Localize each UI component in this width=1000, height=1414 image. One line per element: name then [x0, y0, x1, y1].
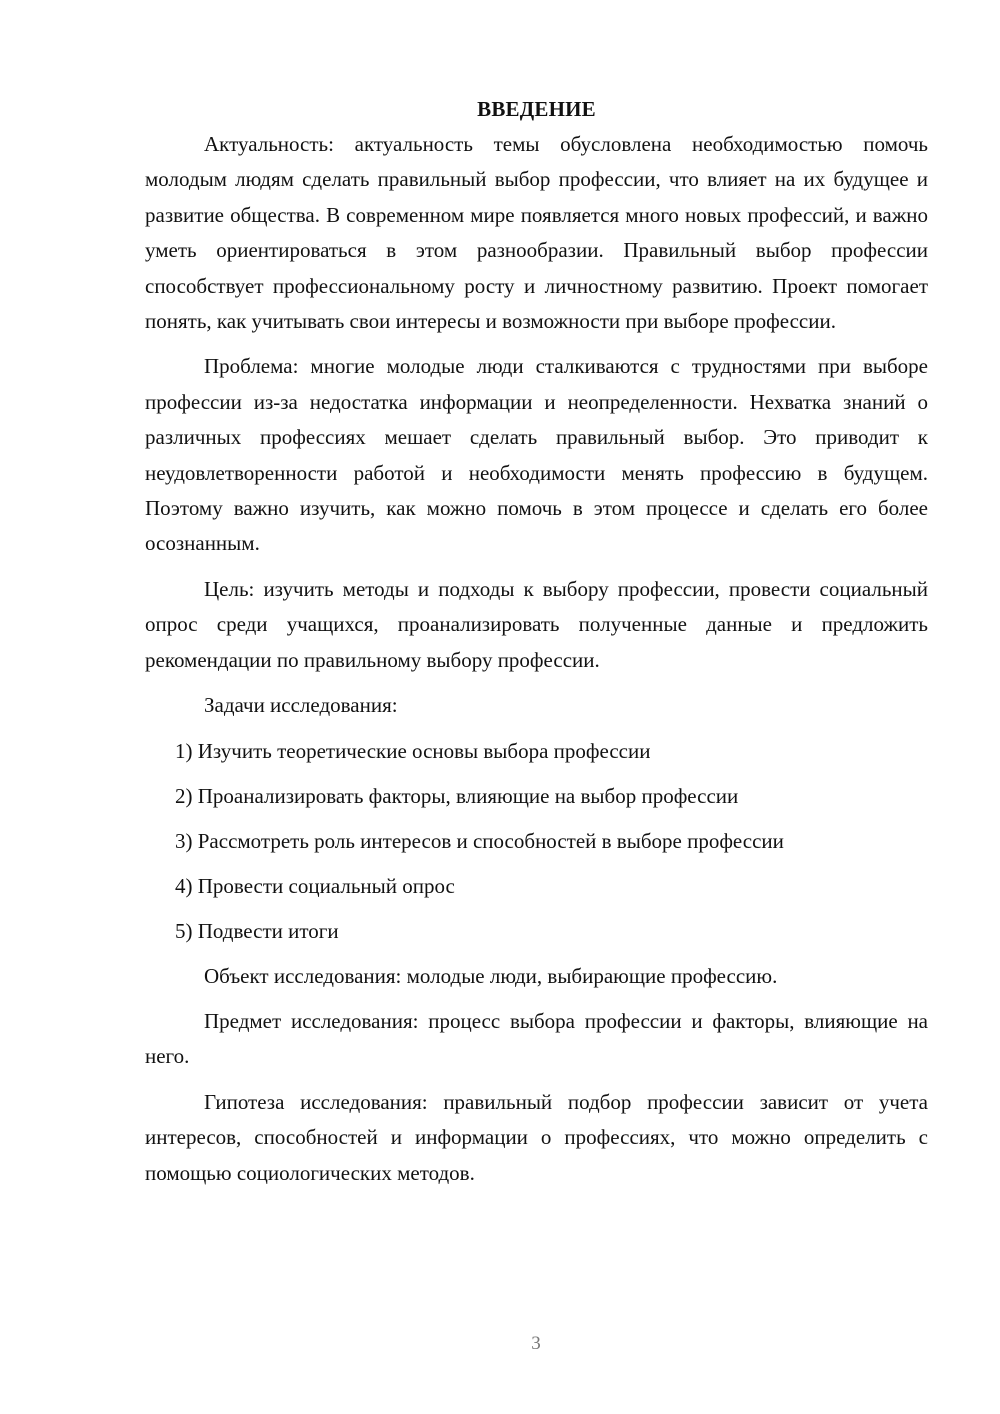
goal-paragraph: Цель: изучить методы и подходы к выбору профессии, провести социальный опрос среди учащихся, проанализировать полученные данные и предложить рекомендации по правильному выбору профессии. [145, 576, 928, 672]
subject-paragraph: Предмет исследования: процесс выбора профессии и факторы, влияющие на него. [145, 1008, 928, 1069]
task-item: 5) Подвести итоги [175, 918, 339, 943]
task-item: 1) Изучить теоретические основы выбора профессии [175, 738, 651, 763]
relevance-paragraph: Актуальность: актуальность темы обусловлена необходимостью помочь молодым людям сделать правильный выбор профессии, что влияет на их будущее и развитие общества. В современном мире появляется много новых профессий, и важно уметь ориентироваться в этом разнообразии. Правильный выбор профессии способствует профессиональному росту и личностному развитию. Проект помогает понять, как учитывать свои интересы и возможности при выборе профессии. [145, 132, 928, 334]
page-number: 3 [531, 1333, 541, 1354]
task-item: 2) Проанализировать факторы, влияющие на выбор профессии [175, 783, 739, 808]
problem-paragraph: Проблема: многие молодые люди сталкиваются с трудностями при выборе профессии из-за недостатка информации и неопределенности. Нехватка знаний о различных профессиях мешает сделать правильный выбор. Это приводит к неудовлетворенности работой и необходимости менять профессию в будущем. Поэтому важно изучить, как можно помочь в этом процессе и сделать его более осознанным. [145, 354, 928, 556]
tasks-list [145, 734, 928, 949]
object-paragraph: Объект исследования: молодые люди, выбирающие профессию. [204, 963, 778, 988]
task-item: 4) Провести социальный опрос [175, 873, 455, 898]
tasks-heading: Задачи исследования: [204, 693, 398, 718]
task-item: 3) Рассмотреть роль интересов и способностей в выборе профессии [175, 828, 784, 853]
page-content [145, 92, 928, 1201]
hypothesis-paragraph: Гипотеза исследования: правильный подбор профессии зависит от учета интересов, способностей и информации о профессиях, что можно определить с помощью социологических методов. [145, 1089, 928, 1185]
section-title: ВВЕДЕНИЕ [477, 97, 596, 121]
